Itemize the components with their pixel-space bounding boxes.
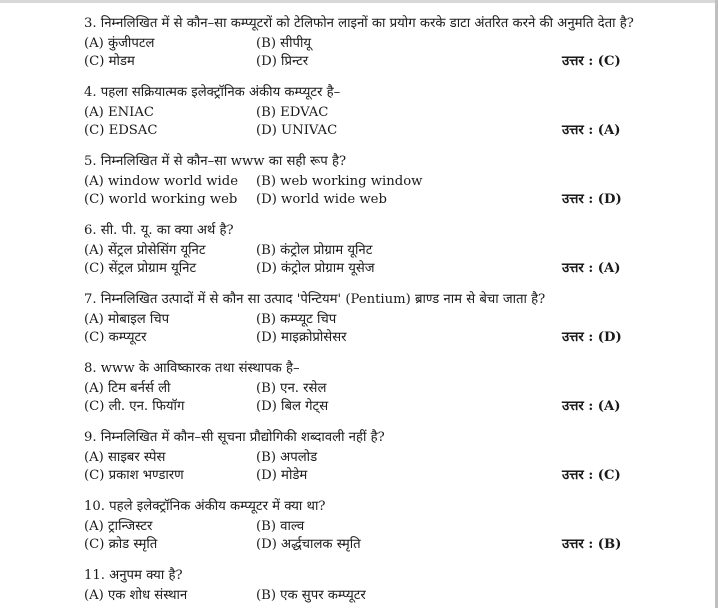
answer-label: उत्तर : (D): [562, 330, 622, 345]
option-c: (C) EDSAC: [84, 123, 158, 138]
option-d: (D) माइक्रोप्रोसेसर: [256, 330, 347, 345]
answer-label: उत्तर : (A): [562, 261, 621, 276]
option-d: (D) world wide web: [256, 192, 387, 207]
option-row: [84, 380, 624, 398]
option-row: [84, 173, 624, 191]
question-9: [84, 428, 624, 485]
question-text: 7. निम्नलिखित उत्पादों में से कौन सा उत्पाद 'पेन्टियम' (Pentium) ब्राण्ड नाम से बेचा जाता है?: [84, 292, 546, 307]
option-d: (D) UNIVAC: [256, 123, 338, 138]
option-row: [84, 518, 624, 536]
question-8: [84, 359, 624, 416]
answer-label: उत्तर : (C): [562, 54, 621, 69]
option-b: (B) EDVAC: [256, 105, 329, 120]
option-row: [84, 122, 624, 140]
answer-label: उत्तर : (A): [562, 123, 621, 138]
option-d: (D) कंट्रोल प्रोग्राम यूसेज: [256, 261, 375, 276]
question-text: 5. निम्नलिखित में से कौन–सा www का सही रूप है?: [84, 154, 347, 169]
option-b: (B) web working window: [256, 174, 423, 189]
option-row: [84, 587, 624, 605]
answer-label: उत्तर : (A): [562, 399, 621, 414]
option-row: [84, 35, 624, 53]
option-row: [84, 191, 624, 209]
option-c: (C) ली. एन. फियॉग: [84, 399, 185, 414]
question-11: [84, 566, 624, 605]
option-a: (A) ट्रान्जिस्टर: [84, 519, 153, 534]
question-5: [84, 152, 624, 209]
option-a: (A) एक शोध संस्थान: [84, 588, 188, 603]
option-b: (B) एन. रसेल: [256, 381, 327, 396]
option-row: [84, 449, 624, 467]
option-d: (D) बिल गेट्स: [256, 399, 329, 414]
question-4: [84, 83, 624, 140]
question-text: 11. अनुपम क्या है?: [84, 568, 183, 583]
question-10: [84, 497, 624, 554]
option-row: [84, 260, 624, 278]
option-a: (A) साइबर स्पेस: [84, 450, 166, 465]
question-text: 9. निम्नलिखित में कौन–सी सूचना प्रौद्योगिकी शब्दावली नहीं है?: [84, 430, 385, 445]
answer-label: उत्तर : (B): [562, 537, 622, 552]
option-c: (C) क्रोड स्मृति: [84, 537, 158, 552]
option-a: (A) कुंजीपटल: [84, 36, 155, 51]
option-row: [84, 311, 624, 329]
question-text: 10. पहले इलेक्ट्रॉनिक अंकीय कम्प्यूटर में क्या था?: [84, 499, 326, 514]
question-text: 8. www के आविष्कारक तथा संस्थापक है–: [84, 361, 300, 376]
option-row: [84, 536, 624, 554]
option-a: (A) मोबाइल चिप: [84, 312, 170, 327]
option-row: [84, 104, 624, 122]
option-d: (D) मोडेम: [256, 468, 308, 483]
option-a: (A) सेंट्रल प्रोसेसिंग यूनिट: [84, 243, 206, 258]
option-row: [84, 398, 624, 416]
option-a: (A) टिम बर्नर्स ली: [84, 381, 171, 396]
question-text: 6. सी. पी. यू. का क्या अर्थ है?: [84, 223, 234, 238]
option-d: (D) प्रिन्टर: [256, 54, 309, 69]
option-row: [84, 242, 624, 260]
option-c: (C) प्रकाश भण्डारण: [84, 468, 184, 483]
question-text: 3. निम्नलिखित में से कौन–सा कम्प्यूटरों को टेलिफोन लाइनों का प्रयोग करके डाटा अंतरित करने की अनुमति देता है?: [84, 16, 634, 31]
question-6: [84, 221, 624, 278]
option-b: (B) कम्प्यूट चिप: [256, 312, 337, 327]
option-row: [84, 467, 624, 485]
option-row: [84, 53, 624, 71]
answer-label: उत्तर : (C): [562, 468, 621, 483]
question-7: [84, 290, 624, 347]
question-text: 4. पहला सक्रियात्मक इलेक्ट्रॉनिक अंकीय कम्प्यूटर है–: [84, 85, 341, 100]
option-d: (D) अर्द्धचालक स्मृति: [256, 537, 361, 552]
option-a: (A) ENIAC: [84, 105, 154, 120]
option-b: (B) एक सुपर कम्प्यूटर: [256, 588, 366, 603]
option-c: (C) कम्प्यूटर: [84, 330, 147, 345]
answer-label: उत्तर : (D): [562, 192, 622, 207]
option-b: (B) अपलोड: [256, 450, 318, 465]
option-c: (C) सेंट्रल प्रोग्राम यूनिट: [84, 261, 197, 276]
option-a: (A) window world wide: [84, 174, 239, 189]
option-b: (B) कंट्रोल प्रोग्राम यूनिट: [256, 243, 373, 258]
option-b: (B) वाल्व: [256, 519, 305, 534]
option-c: (C) मोडम: [84, 54, 135, 69]
option-c: (C) world working web: [84, 192, 238, 207]
question-3: [84, 14, 634, 71]
option-row: [84, 329, 624, 347]
option-b: (B) सीपीयू: [256, 36, 312, 51]
